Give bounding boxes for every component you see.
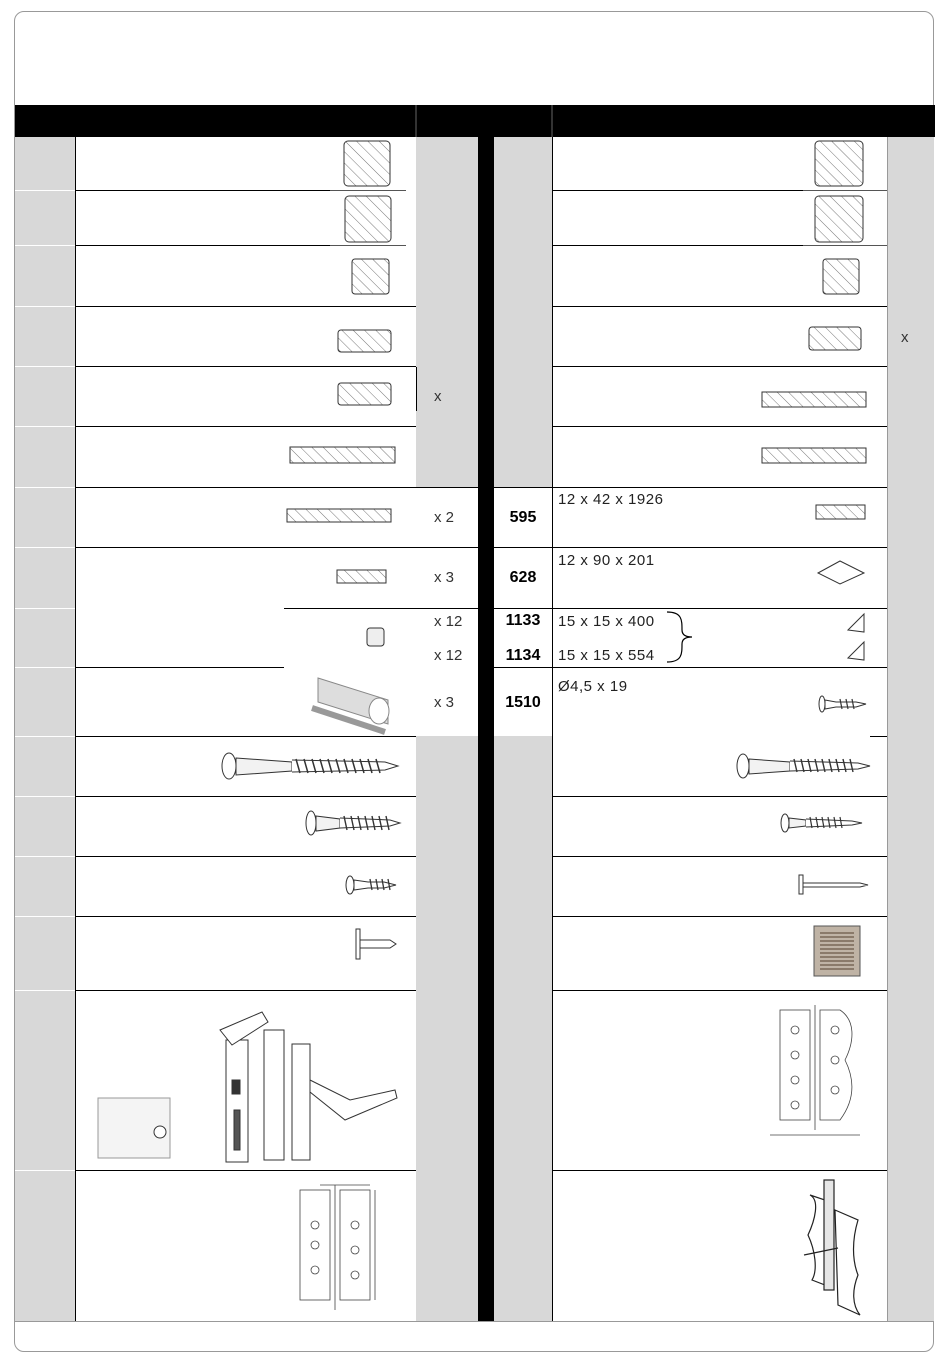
mark-x-left: x: [434, 388, 442, 405]
mark-x-right: x: [901, 329, 909, 346]
qty-628: x 3: [434, 569, 455, 586]
profile-rect-icon: [338, 330, 391, 352]
hinge-drawing-icon: [770, 1005, 860, 1135]
profile-small-slat-icon: [816, 505, 865, 519]
profile-square-icon: [352, 259, 389, 294]
profile-rect-icon: [809, 327, 861, 350]
qty-1134: x 12: [434, 647, 463, 664]
triangle-strip-icon: [848, 642, 864, 660]
dims-595: 12 x 42 x 1926: [558, 491, 664, 508]
dims-1133: 15 x 15 x 400: [558, 613, 655, 630]
dowel-icon: [312, 678, 389, 732]
profile-square-icon: [815, 196, 863, 242]
profile-slat-icon: [290, 447, 395, 463]
lock-set-icon: [98, 1012, 397, 1162]
code-1510: 1510: [505, 694, 541, 711]
hinge-drawing-icon: [300, 1185, 375, 1310]
profile-slat-icon: [762, 392, 866, 407]
long-screw-icon: [737, 754, 870, 778]
qty-1510: x 3: [434, 694, 455, 711]
qty-1133: x 12: [434, 613, 463, 630]
page-footer: [15, 1321, 933, 1352]
small-screw-icon: [819, 696, 866, 712]
nail-icon: [799, 875, 868, 894]
long-screw-icon: [222, 753, 398, 779]
profile-square-icon: [823, 259, 859, 294]
profile-slat-icon: [287, 509, 391, 522]
dims-628: 12 x 90 x 201: [558, 552, 655, 569]
code-1134: 1134: [505, 647, 541, 664]
code-1133: 1133: [505, 612, 541, 629]
medium-screw-icon: [306, 811, 400, 835]
hinge-3d-icon: [804, 1180, 860, 1315]
small-screw-icon: [346, 876, 396, 894]
triangle-strip-icon: [848, 614, 864, 632]
code-628: 628: [509, 569, 537, 586]
square-strip-icon: [367, 628, 384, 646]
qty-595: x 2: [434, 509, 455, 526]
brace-icon: [667, 612, 692, 662]
profile-square-icon: [345, 196, 391, 242]
profile-square-icon: [344, 141, 390, 186]
code-595: 595: [509, 509, 537, 526]
nail-icon: [356, 929, 396, 959]
dims-1134: 15 x 15 x 554: [558, 647, 655, 664]
profile-small-slat-icon: [337, 570, 386, 583]
profile-square-icon: [815, 141, 863, 186]
medium-screw-icon: [781, 814, 862, 832]
dims-1510: Ø4,5 x 19: [558, 678, 628, 695]
profile-slat-icon: [762, 448, 866, 463]
diamond-profile-icon: [818, 561, 864, 584]
profile-rect-icon: [338, 383, 391, 405]
vent-grille-icon: [814, 926, 860, 976]
